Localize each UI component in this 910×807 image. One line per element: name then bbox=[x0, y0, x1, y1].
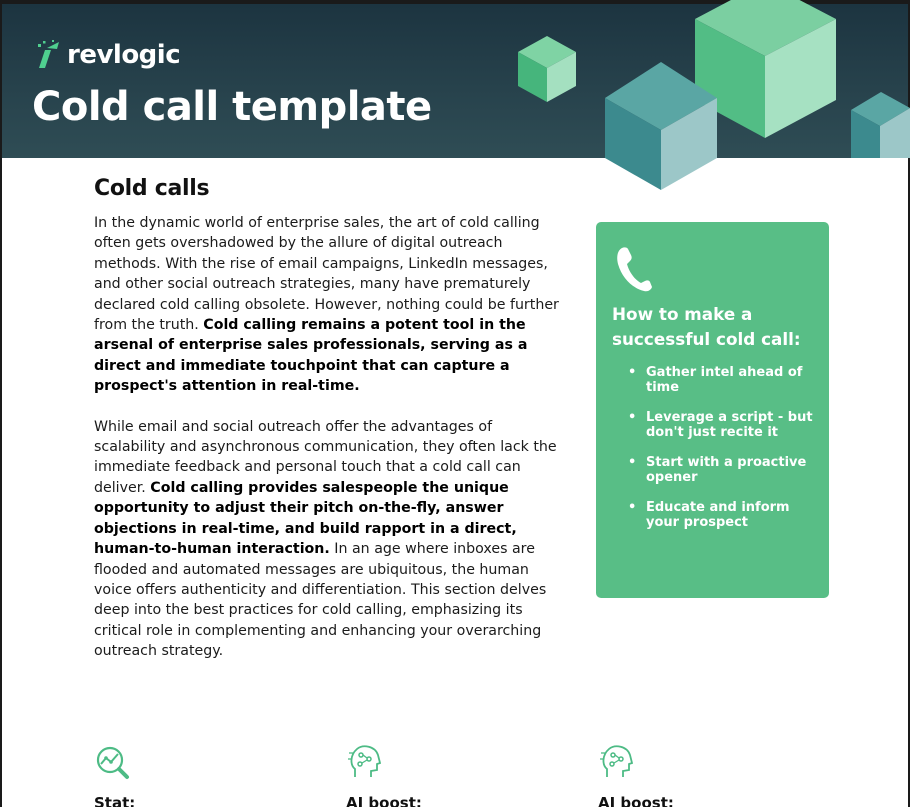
ai-head-icon bbox=[345, 743, 385, 783]
ai-head-icon bbox=[597, 743, 637, 783]
analytics-search-icon bbox=[94, 744, 134, 784]
second-bold-text: Cold calling provides salespeople the unique opportunity to adjust their pitch on-the-fly, answer objections in real-time, and build rapport in a direct, human-to-human interaction. bbox=[94, 479, 517, 558]
ai-boost-label: AI boost: bbox=[598, 794, 674, 807]
page-title: Cold call template bbox=[32, 84, 432, 130]
intro-paragraph bbox=[94, 213, 562, 397]
section-title: Cold calls bbox=[94, 176, 210, 201]
tip-item: • Leverage a script - but don't just recite it bbox=[628, 410, 818, 440]
tip-item: • Educate and inform your prospect bbox=[628, 500, 818, 530]
intro-text: In the dynamic world of enterprise sales, the art of cold calling often gets overshadowed by the allure of digital outreach methods. With the rise of email campaigns, LinkedIn messages, and other social outreach strategies, many have prematurely declared cold calling obsolete. However, nothing could be further from the truth. bbox=[94, 215, 559, 334]
main-content bbox=[94, 176, 562, 662]
page-header bbox=[2, 4, 908, 158]
intro-bold-text: Cold calling remains a potent tool in the arsenal of enterprise sales professionals, serving as a direct and immediate touchpoint that can capture a prospect's attention in real-time. bbox=[94, 317, 528, 395]
brand-logo bbox=[35, 40, 180, 70]
revlogic-logo-icon bbox=[35, 40, 63, 70]
second-text-b: In an age where inboxes are flooded and automated messages are ubiquitous, the human voice offers authenticity and differentiation. This section delves deep into the best practices for cold calling, emphasizing its critical role in complementing and enhancing your overarching outreach strategy. bbox=[94, 541, 547, 660]
tips-list bbox=[628, 365, 818, 545]
phone-icon bbox=[614, 244, 654, 294]
tips-card bbox=[596, 222, 829, 598]
second-paragraph bbox=[94, 417, 562, 662]
ai-boost-label: AI boost: bbox=[346, 794, 422, 807]
brand-name: revlogic bbox=[67, 40, 181, 70]
second-text-a: While email and social outreach offer the advantages of scalability and asynchronous communication, they often lack the immediate feedback and personal touch that a cold call can deliver. bbox=[94, 418, 557, 496]
tip-item: • Start with a proactive opener bbox=[628, 455, 818, 485]
stat-label: Stat: bbox=[94, 794, 136, 807]
tip-item: • Gather intel ahead of time bbox=[628, 365, 818, 395]
tips-heading: How to make a successful cold call: bbox=[612, 304, 801, 349]
